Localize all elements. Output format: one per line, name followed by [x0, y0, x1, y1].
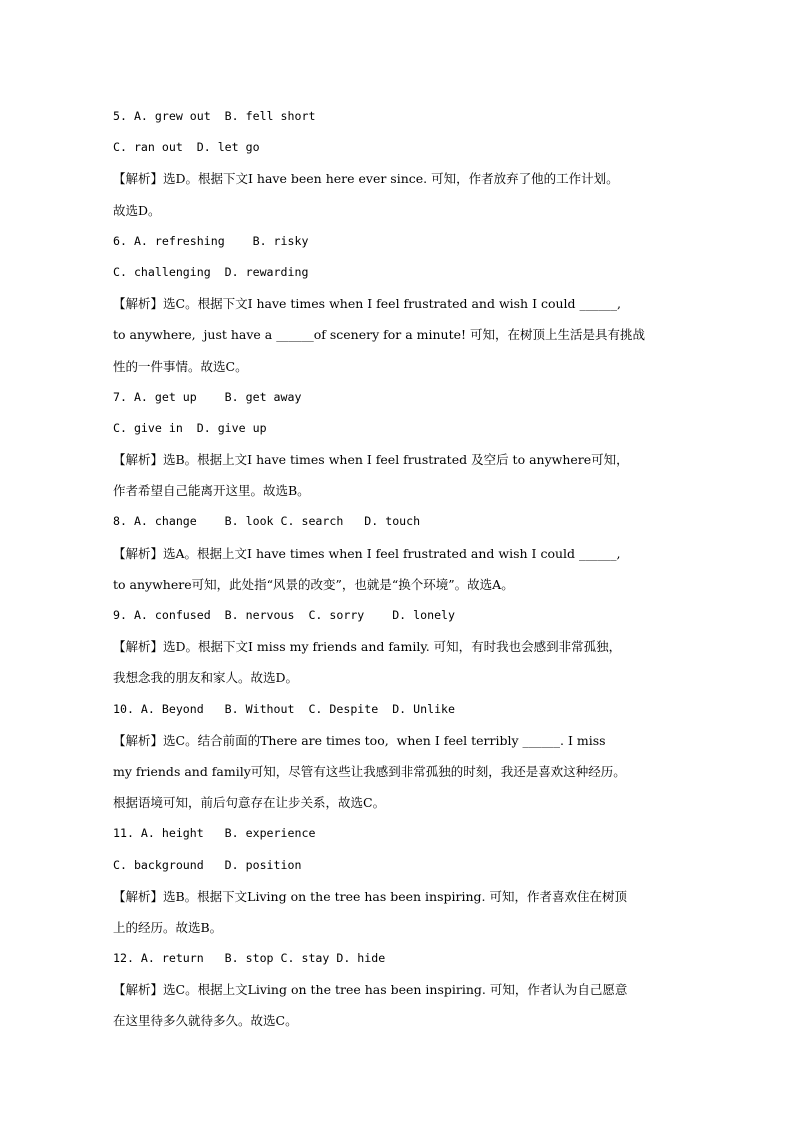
- question-11-explanation-line-1: 【解析】选B。根据下文Living on the tree has been inspiring. 可知，作者喜欢住在树顶: [113, 888, 627, 904]
- question-6-explanation-line-1: 【解析】选C。根据下文I have times when I feel frustrated and wish I could ______,: [113, 296, 622, 312]
- question-11-options-line-2: C. background D. position: [113, 857, 302, 872]
- question-7-explanation-line-1: 【解析】选B。根据上文I have times when I feel frustrated 及空后 to anywhere可知，: [113, 452, 629, 468]
- question-8-explanation-line-2: to anywhere可知，此处指“风景的改变”，也就是“换个环境”。故选A。: [113, 576, 514, 592]
- question-6-options-line-2: C. challenging D. rewarding: [113, 264, 309, 279]
- question-12-explanation-line-1: 【解析】选C。根据上文Living on the tree has been inspiring. 可知，作者认为自己愿意: [113, 982, 628, 998]
- question-12-explanation-line-2: 在这里待多久就待多久。故选C。: [113, 1013, 298, 1029]
- question-10-explanation-line-3: 根据语境可知，前后句意存在让步关系，故选C。: [113, 795, 386, 811]
- question-8-options: 8. A. change B. look C. search D. touch: [113, 514, 421, 529]
- question-11-options-line-1: 11. A. height B. experience: [113, 826, 316, 841]
- question-11-explanation-line-2: 上的经历。故选B。: [113, 919, 223, 935]
- question-6-explanation-line-3: 性的一件事情。故选C。: [113, 358, 248, 374]
- question-10-explanation-line-2: my friends and family可知，尽管有这些让我感到非常孤独的时刻，我还是喜欢这种经历。: [113, 763, 626, 779]
- question-5-options-line-2: C. ran out D. let go: [113, 140, 260, 155]
- question-10-explanation-line-1: 【解析】选C。结合前面的There are times too, when I feel terribly ______. I miss: [113, 732, 606, 748]
- answer-explanations: [113, 101, 683, 1037]
- question-10-options: 10. A. Beyond B. Without C. Despite D. Unlike: [113, 701, 456, 716]
- question-12-options: 12. A. return B. stop C. stay D. hide: [113, 951, 386, 966]
- question-7-options-line-1: 7. A. get up B. get away: [113, 389, 302, 404]
- question-6-options-line-1: 6. A. refreshing B. risky: [113, 233, 309, 248]
- question-9-explanation-line-1: 【解析】选D。根据下文I miss my friends and family. 可知，有时我也会感到非常孤独，: [113, 639, 622, 655]
- question-8-explanation-line-1: 【解析】选A。根据上文I have times when I feel frustrated and wish I could ______,: [113, 545, 621, 561]
- question-9-explanation-line-2: 我想念我的朋友和家人。故选D。: [113, 670, 299, 686]
- question-5-explanation-line-1: 【解析】选D。根据下文I have been here ever since. 可知，作者放弃了他的工作计划。: [113, 171, 619, 187]
- question-5-explanation-line-2: 故选D。: [113, 202, 161, 218]
- question-7-options-line-2: C. give in D. give up: [113, 420, 267, 435]
- question-5-options-line-1: 5. A. grew out B. fell short: [113, 109, 316, 123]
- question-7-explanation-line-2: 作者希望自己能离开这里。故选B。: [113, 483, 310, 499]
- question-6-explanation-line-2: to anywhere, just have a ______of scenery for a minute! 可知，在树顶上生活是具有挑战: [113, 327, 646, 343]
- question-9-options: 9. A. confused B. nervous C. sorry D. lonely: [113, 608, 456, 622]
